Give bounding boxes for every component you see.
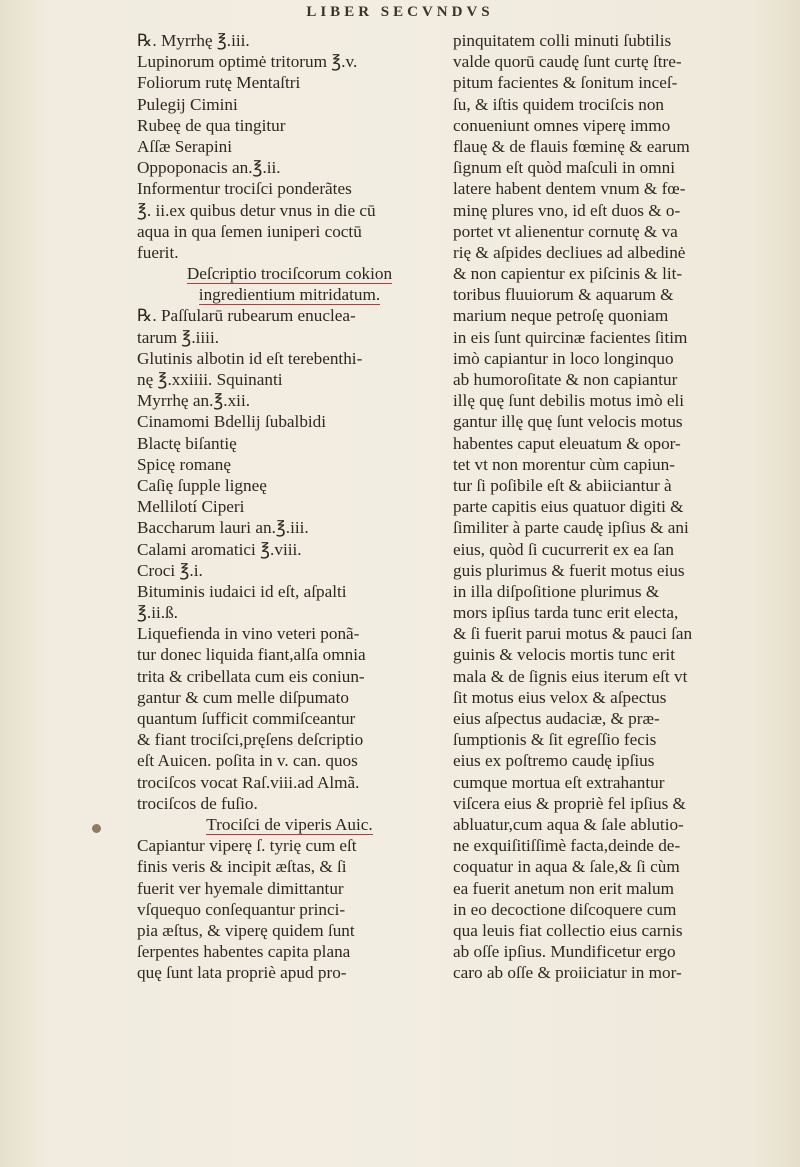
text-line: tur ſi poſibile eſt & abiiciantur à [453, 475, 672, 495]
text-line: gantur illę quę ſunt velocis motus [453, 412, 683, 432]
text-line: Blactę biſantię [137, 433, 237, 453]
text-line: finis veris & incipit æſtas, & ſi [137, 857, 347, 877]
text-line: eius ex poſtremo caudę ipſius [453, 751, 655, 771]
text-line: tur donec liquida fiant,alſa omnia [137, 645, 366, 665]
text-line: ab oſſe ipſius. Mundificetur ergo [453, 942, 676, 962]
text-line: eius aſpectus audaciæ, & præ- [453, 709, 660, 728]
text-line: pinquitatem colli minuti ſubtilis [453, 31, 672, 50]
text-line: latere habent dentem vnum & fœ- [453, 179, 686, 199]
text-line: abluatur,cum aqua & ſale ablutio- [453, 814, 684, 834]
text-line: Aſſæ Serapini [137, 136, 233, 156]
text-line: ℥.ii.ß. [137, 603, 178, 623]
text-line: aqua in qua ſemen iuniperi coctū [137, 221, 362, 241]
text-line: ſerpentes habentes capita plana [137, 942, 351, 962]
text-line: valde quorū caudę ſunt curtę ſtre- [453, 52, 682, 72]
text-line: & non capientur ex piſcinis & lit- [453, 264, 683, 284]
text-line: caro ab oſſe & proiiciatur in mor- [453, 963, 682, 983]
section-heading [137, 814, 442, 835]
text-line: marium neque petroſę quoniam [453, 306, 669, 326]
text-line: eſt Auicen. poſita in v. can. quos [137, 751, 358, 771]
text-line: imò capiantur in loco longinquo [453, 348, 674, 368]
text-line: guinis & velocis mortis tunc erit [453, 645, 675, 665]
text-line: gantur & cum melle diſpumato [137, 687, 349, 707]
text-line: minę plures vno, id eſt duos & o- [453, 200, 681, 220]
section-heading [137, 263, 442, 284]
text-line: in eo decoctione diſcoquere cum [453, 899, 677, 919]
text-line: qua leuis fiat collectio eius carnis [453, 920, 683, 940]
text-line: quantum ſufficit commiſceantur [137, 709, 356, 728]
text-line: trociſcos vocat Raſ.viii.ad Almã. [137, 772, 360, 792]
text-line: Glutinis albotin id eſt terebenthi- [137, 348, 363, 368]
running-head: LIBER SECVNDVS [306, 4, 494, 20]
text-line: ea fuerit anetum non erit malum [453, 878, 674, 898]
text-line: ℞. Paſſularū rubearum enuclea- [137, 306, 356, 326]
text-line: toribus fluuiorum & aquarum & [453, 285, 674, 305]
text-line: viſcera eius & propriè fel ipſius & [453, 793, 686, 813]
text-line: fuerit. [137, 242, 179, 262]
text-line: portet vt alienentur cornutę & va [453, 221, 678, 241]
text-line: habentes caput eleuatum & opor- [453, 433, 681, 453]
text-line: coquatur in aqua & ſale,& ſi cùm [453, 857, 680, 877]
text-line: in eis ſunt quircinæ facientes ſitim [453, 327, 688, 347]
section-heading-text: Deſcriptio trociſcorum cokion [186, 264, 393, 284]
left-column [137, 30, 442, 983]
text-line: pia æſtus, & viperę quidem ſunt [137, 920, 355, 940]
text-line: Rubeę de qua tingitur [137, 115, 286, 135]
text-line: ſu, & iſtis quidem trociſcis non [453, 94, 665, 114]
text-line: Cinamomi Bdellij ſubalbidi [137, 412, 327, 432]
text-line: ℞. Myrrhę ℥.iii. [137, 31, 250, 50]
text-line: & ſi fuerit parui motus & pauci ſan [453, 624, 693, 644]
text-line: Bituminis iudaici id eſt, aſpalti [137, 581, 347, 601]
text-line: parte capitis eius quatuor digiti & [453, 497, 684, 517]
text-line: Oppoponacis an.℥.ii. [137, 158, 281, 178]
text-line: Capiantur viperę ſ. tyrię cum eſt [137, 836, 357, 856]
text-line: Informentur trociſci ponderãtes [137, 179, 352, 199]
text-line: pitum facientes & ſonitum inceſ- [453, 73, 678, 93]
text-line: illę quę ſunt debilis motus imò eli [453, 391, 685, 411]
text-line: Lupinorum optimė tritorum ℥.v. [137, 52, 358, 72]
text-line: Mellilotí Ciperi [137, 497, 245, 517]
text-line: Caſię ſupple ligneę [137, 475, 267, 495]
text-line: Foliorum rutę Mentaſtri [137, 73, 301, 93]
text-line: mala & de ſignis eius iterum eſt vt [453, 666, 688, 686]
text-line: flauę & de flauis fœminę & earum [453, 136, 690, 156]
text-line: tarum ℥.iiii. [137, 327, 220, 347]
text-line: mors ipſius tarda tunc erit electa, [453, 603, 679, 623]
text-line: conueniunt omnes viperę immo [453, 115, 671, 135]
text-line: ſit motus eius velox & aſpectus [453, 687, 667, 707]
text-line: quę ſunt lata propriè apud pro- [137, 963, 347, 983]
section-heading-text: Trociſci de viperis Auic. [206, 814, 373, 834]
text-line: Baccharum lauri an.℥.iii. [137, 518, 309, 538]
text-line: vſquequo conſequantur princi- [137, 899, 346, 919]
text-line: guis plurimus & fuerit motus eius [453, 560, 685, 580]
text-line: Myrrhę an.℥.xii. [137, 391, 251, 411]
text-line: trita & cribellata cum eis coniun- [137, 666, 365, 686]
text-line: ſimiliter à parte caudę ipſius & ani [453, 518, 689, 538]
text-line: Spicę romanę [137, 454, 232, 474]
text-line: fuerit ver hyemale dimittantur [137, 878, 344, 898]
text-line: trociſcos de fuſio. [137, 793, 258, 813]
right-column [453, 30, 743, 983]
text-line: ab humoroſitate & non capiantur [453, 370, 678, 389]
section-heading [137, 284, 442, 305]
text-line: & fiant trociſci,pręſens deſcriptio [137, 730, 364, 750]
text-line: in illa diſpoſitione plurimus & [453, 581, 660, 601]
section-heading-text: ingredientium mitridatum. [198, 285, 381, 305]
text-line: cumque mortua eſt extrahantur [453, 772, 665, 792]
text-line: Pulegij Cimini [137, 94, 238, 114]
text-line: Calami aromatici ℥.viii. [137, 539, 302, 559]
text-line: ℥. ii.ex quibus detur vnus in die cū [137, 200, 376, 220]
text-line: ſumptionis & ſit egreſſio fecis [453, 730, 657, 750]
text-line: rię & aſpides decliues ad albedinė [453, 242, 686, 262]
text-line: Liquefienda in vino veteri ponã- [137, 624, 360, 644]
text-line: ne exquiſitiſſimè facta,deinde de- [453, 836, 681, 856]
text-line: tet vt non morentur cùm capiun- [453, 454, 675, 474]
margin-ink-dot [92, 824, 101, 833]
text-line: Croci ℥.i. [137, 560, 203, 580]
text-line: ſignum eſt quòd maſculi in omni [453, 158, 675, 178]
text-line: eius, quòd ſi cucurrerit ex ea ſan [453, 539, 674, 559]
text-line: nę ℥.xxiiii. Squinanti [137, 370, 283, 389]
